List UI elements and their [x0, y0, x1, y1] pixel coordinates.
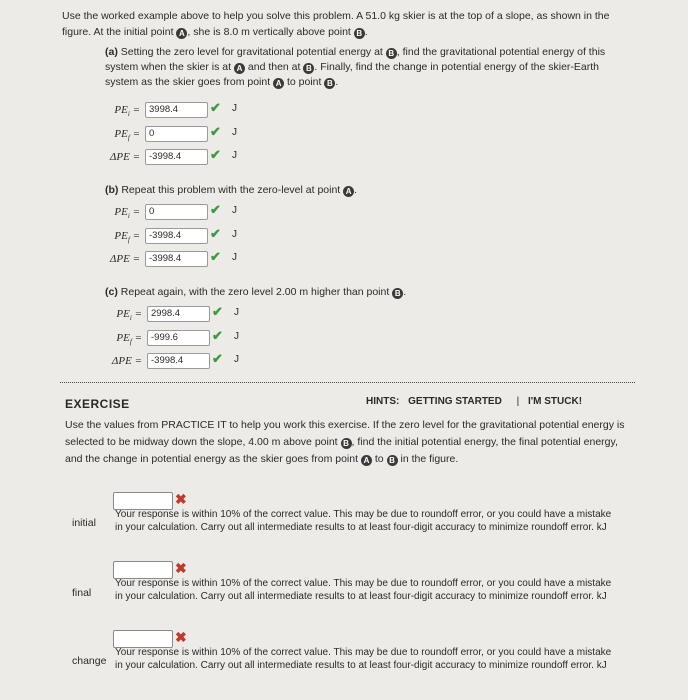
checkmark-icon: ✔ [210, 226, 221, 241]
point-a-icon: A [176, 28, 187, 39]
part-a-text: to point [287, 76, 322, 88]
point-b-icon: B [341, 438, 352, 449]
checkmark-icon: ✔ [210, 100, 221, 115]
unit-label: J [234, 331, 239, 342]
feedback-text: Your response is within 10% of the correct value. This may be due to roundoff error, or you could have a mistake in your calculation. Carry out all intermediate results to at least four-digit accuracy to minimize roundoff error. [115, 578, 612, 602]
pe-final-answer[interactable]: -999.6 [147, 330, 210, 346]
unit-label: kJ [596, 522, 607, 533]
unit-label: J [234, 307, 239, 318]
x-mark-icon: ✖ [175, 629, 187, 645]
point-b-icon: B [392, 288, 403, 299]
part-b-text: Repeat this problem with the zero-level at point [121, 184, 341, 196]
unit-label: kJ [596, 591, 607, 602]
hints-bar [366, 396, 588, 407]
unit-label: J [232, 127, 237, 138]
point-b-icon: B [387, 455, 398, 466]
delta-pe-label: ΔPE = [111, 355, 142, 367]
checkmark-icon: ✔ [210, 249, 221, 264]
exercise-intro [65, 417, 625, 468]
unit-label: J [232, 252, 237, 263]
part-a-text: and then at [247, 61, 301, 73]
pe-initial-answer[interactable]: 3998.4 [145, 102, 208, 118]
im-stuck-link[interactable]: I'M STUCK! [528, 396, 583, 407]
problem-intro [62, 8, 622, 40]
pe-initial-answer[interactable]: 2998.4 [147, 306, 210, 322]
change-feedback [115, 646, 620, 672]
exercise-text: to [374, 453, 384, 465]
point-b-icon: B [303, 63, 314, 74]
part-a-text: . Finally, find the change in potential energy of the skier-Earth system as the skier goes from point [105, 61, 599, 88]
pe-final-label: $PE_f$ = [114, 230, 140, 245]
delta-pe-label: ΔPE = [109, 253, 140, 265]
final-feedback [115, 577, 620, 603]
pe-final-answer[interactable]: 0 [145, 126, 208, 142]
unit-label: kJ [596, 660, 607, 671]
part-c-label: (c) [105, 286, 118, 298]
delta-pe-label: ΔPE = [109, 151, 140, 163]
part-a-text: Setting the zero level for gravitational potential energy at [120, 46, 383, 58]
point-b-icon: B [354, 28, 365, 39]
initial-feedback [115, 508, 620, 534]
getting-started-link[interactable]: GETTING STARTED [408, 396, 502, 407]
part-c-text: Repeat again, with the zero level 2.00 m higher than point [120, 286, 390, 298]
pe-initial-label: $PE_i$ = [116, 308, 142, 323]
exercise-text: Use the values from PRACTICE IT to help you work this exercise. If the zero level for the gravitational potential energy is selected to be midway down the slope, 4.00 m above point [65, 419, 625, 448]
pe-final-label: $PE_f$ = [116, 332, 142, 347]
feedback-text: Your response is within 10% of the correct value. This may be due to roundoff error, or you could have a mistake in your calculation. Carry out all intermediate results to at least four-digit accuracy to minimize roundoff error. [115, 509, 612, 533]
unit-label: J [234, 354, 239, 365]
exercise-title: EXERCISE [65, 397, 130, 411]
point-a-icon: A [343, 186, 354, 197]
feedback-text: Your response is within 10% of the correct value. This may be due to roundoff error, or you could have a mistake in your calculation. Carry out all intermediate results to at least four-digit accuracy to minimize roundoff error. [115, 647, 612, 671]
checkmark-icon: ✔ [212, 304, 223, 319]
point-a-icon: A [361, 455, 372, 466]
part-a-text: . [335, 76, 339, 88]
delta-pe-answer[interactable]: -3998.4 [145, 149, 208, 165]
checkmark-icon: ✔ [210, 124, 221, 139]
checkmark-icon: ✔ [212, 351, 223, 366]
point-a-icon: A [234, 63, 245, 74]
delta-pe-answer[interactable]: -3998.4 [147, 353, 210, 369]
unit-label: J [232, 150, 237, 161]
pe-initial-answer[interactable]: 0 [145, 204, 208, 220]
pe-initial-label: $PE_i$ = [114, 206, 140, 221]
hints-separator: | [516, 396, 520, 407]
pe-initial-label: $PE_i$ = [114, 104, 140, 119]
part-a-question [105, 45, 615, 90]
exercise-text: , find the initial potential energy, the final potential energy, and the change in potential energy as the skier goes from point [65, 436, 618, 465]
point-b-icon: B [386, 48, 397, 59]
point-a-icon: A [273, 78, 284, 89]
x-mark-icon: ✖ [175, 491, 187, 507]
unit-label: J [232, 229, 237, 240]
hints-label: HINTS: [366, 396, 400, 407]
x-mark-icon: ✖ [175, 560, 187, 576]
delta-pe-answer[interactable]: -3998.4 [145, 251, 208, 267]
pe-final-answer[interactable]: -3998.4 [145, 228, 208, 244]
intro-text: Use the worked example above to help you solve this problem. A 51.0 kg skier is at the top of a slope, as shown in the figure. At the initial point [62, 10, 610, 38]
initial-label: initial [72, 517, 96, 529]
unit-label: J [232, 205, 237, 216]
checkmark-icon: ✔ [210, 202, 221, 217]
part-a-text: , find the gravitational potential energy of this system when the skier is at [105, 46, 606, 73]
part-c-question [105, 285, 615, 300]
intro-text: , she is 8.0 m vertically above point [187, 26, 351, 38]
part-c-text: . [403, 286, 407, 298]
final-label: final [72, 587, 92, 599]
unit-label: J [232, 103, 237, 114]
section-divider [60, 382, 635, 383]
change-label: change [72, 655, 107, 667]
intro-text: . [364, 26, 368, 38]
point-b-icon: B [324, 78, 335, 89]
exercise-text: in the figure. [400, 453, 459, 465]
part-a-label: (a) [105, 46, 118, 58]
part-b-label: (b) [105, 184, 119, 196]
checkmark-icon: ✔ [212, 328, 223, 343]
part-b-text: . [354, 184, 358, 196]
part-b-question [105, 183, 615, 198]
pe-final-label: $PE_f$ = [114, 128, 140, 143]
checkmark-icon: ✔ [210, 147, 221, 162]
